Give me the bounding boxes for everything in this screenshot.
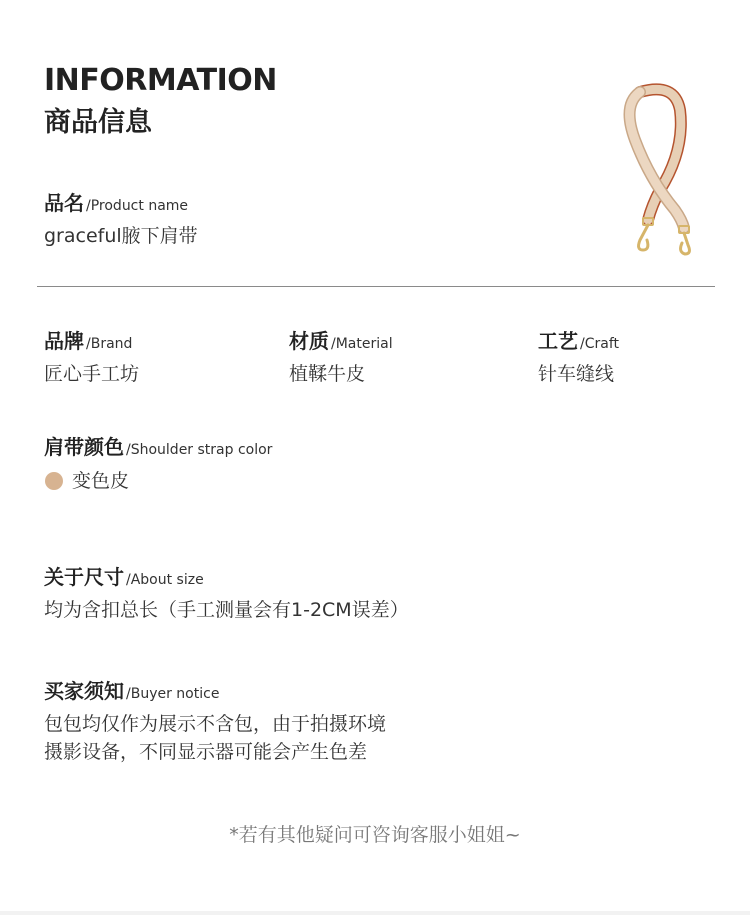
footer-note: *若有其他疑问可咨询客服小姐姐~: [229, 824, 521, 846]
strap-color-label-en: /Shoulder strap color: [126, 442, 273, 458]
size-label: [44, 567, 204, 587]
strap-color-value: 变色皮: [72, 470, 130, 492]
product-name-label-cn: 品名: [44, 191, 84, 215]
brand-label: [44, 331, 132, 351]
title-cn: 商品信息: [44, 107, 152, 138]
color-swatch: [45, 472, 63, 490]
material-label-cn: 材质: [289, 329, 329, 353]
size-label-cn: 关于尺寸: [44, 565, 124, 589]
shoulder-strap-image: [600, 80, 710, 260]
craft-label-cn: 工艺: [538, 329, 578, 353]
product-name-label: [44, 193, 188, 213]
brand-label-en: /Brand: [86, 336, 133, 352]
material-value: 植鞣牛皮: [289, 363, 366, 385]
buyer-notice-line-2: 摄影设备，不同显示器可能会产生色差: [44, 741, 368, 763]
size-label-en: /About size: [126, 572, 204, 588]
material-label-en: /Material: [331, 336, 393, 352]
bottom-rule: [0, 911, 750, 915]
buyer-notice-label-en: /Buyer notice: [126, 686, 220, 702]
strap-color-label: [44, 437, 272, 457]
craft-label-en: /Craft: [580, 336, 619, 352]
craft-value: 针车缝线: [538, 363, 615, 385]
section-divider: [37, 286, 715, 287]
brand-value: 匠心手工坊: [44, 363, 140, 385]
buyer-notice-label: [44, 681, 219, 701]
product-name-value: graceful腋下肩带: [44, 225, 198, 247]
brand-label-cn: 品牌: [44, 329, 84, 353]
product-name-label-en: /Product name: [86, 198, 189, 214]
craft-label: [538, 331, 619, 351]
buyer-notice-label-cn: 买家须知: [44, 679, 124, 703]
buyer-notice-line-1: 包包均仅作为展示不含包，由于拍摄环境: [44, 713, 387, 735]
title-en: INFORMATION: [44, 63, 277, 98]
size-value: 均为含扣总长（手工测量会有1-2CM误差）: [44, 599, 409, 621]
material-label: [289, 331, 393, 351]
strap-color-label-cn: 肩带颜色: [44, 435, 124, 459]
